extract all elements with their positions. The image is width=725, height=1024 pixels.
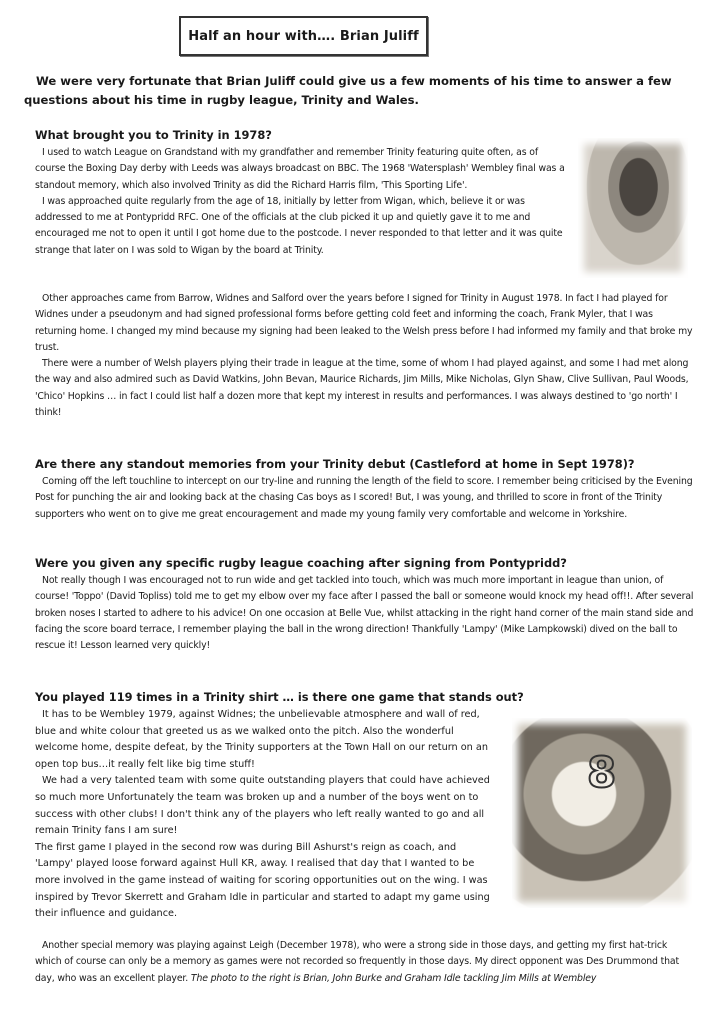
answer-4-part-b — [35, 938, 695, 987]
question-1: What brought you to Trinity in 1978? — [35, 128, 272, 142]
question-4: You played 119 times in a Trinity shirt … is there one game that stands out? — [35, 690, 524, 704]
title-box — [179, 16, 428, 56]
answer-paragraph: There were a number of Welsh players plying their trade in league at the time, some of whom I had played against, and some I had met along the way and also admired such as David Watkins, John Bevan, Maurice Richards, Jim Mills, Mike Nicholas, Glyn Shaw, Clive Sullivan, Paul Woods, 'Chico' Hopkins … in fact I could list half a dozen more that kept my interest in results and performances. I was always destined to 'go north' I think! — [35, 358, 689, 419]
intro-text: We were very fortunate that Brian Juliff could give us a few moments of his time to answer a few questions about his time in rugby league, Trinity and Wales. — [24, 74, 672, 107]
answer-3 — [35, 573, 695, 654]
photo-caption: The photo to the right is Brian, John Burke and Graham Idle tackling Jim Mills at Wembley — [190, 972, 597, 984]
question-3: Were you given any specific rugby league coaching after signing from Pontypridd? — [35, 556, 567, 570]
answer-paragraph: The first game I played in the second row was during Bill Ashurst's reign as coach, and 'Lampy' played loose forward against Hull KR, away. I realised that day that I wanted to be more involved in the game instead of waiting for scoring opportunities out on the wing. I was inspired by Trevor Skerrett and Graham Idle in particular and started to adapt my game using their influence and guidance. — [35, 841, 490, 920]
answer-paragraph: Not really though I was encouraged not to run wide and get tackled into touch, which was much more important in league than union, of course! 'Toppo' (David Topliss) told me to get my elbow over my face after I passed the ball or someone would knock my head off!!. After several broken noses I started to adhere to his advice! On one occasion at Belle Vue, whilst attacking in the right hand corner of the main stand side and facing the score board terrace, I remember playing the ball in the wrong direction! Thankfully 'Lampy' (Mike Lampkowski) dived on the ball to rescue it! Lesson learned very quickly! — [35, 575, 694, 652]
match-photo — [512, 718, 692, 908]
answer-1-part-a — [35, 145, 570, 259]
answer-1-part-b — [35, 291, 695, 421]
answer-paragraph: I used to watch League on Grandstand with my grandfather and remember Trinity featuring quite often, as of course the Boxing Day derby with Leeds was always broadcast on BBC. The 1968 'Watersplash' Wembley final was a standout memory, which also involved Trinity as did the Richard Harris film, 'This Sporting Life'. — [35, 147, 565, 191]
page-title: Half an hour with…. Brian Juliff — [188, 28, 419, 44]
answer-paragraph: I was approached quite regularly from the age of 18, initially by letter from Wigan, which, believe it or was addressed to me at Pontypridd RFC. One of the officials at the club picked it up and quietly gave it to me and encouraged me not to open it until I got home due to the postcode. I never responded to that letter and it was quite strange that later on I was sold to Wigan by the board at Trinity. — [35, 195, 563, 256]
answer-paragraph: We had a very talented team with some quite outstanding players that could have achieved so much more Unfortunately the team was broken up and a number of the boys went on to success with other clubs! I don't think any of the players who left really wanted to go and all remain Trinity fans I am sure! — [35, 775, 490, 837]
answer-paragraph: Coming off the left touchline to intercept on our try-line and running the length of the field to score. I remember being criticised by the Evening Post for punching the air and looking back at the chasing Cas boys as I scored! But, I was young, and thrilled to score in front of the Trinity supporters who went on to give me great encouragement and made my young family very comfortable and welcome in Yorkshire. — [35, 476, 693, 520]
question-2: Are there any standout memories from your Trinity debut (Castleford at home in Sept 1978)? — [35, 457, 635, 471]
answer-2 — [35, 474, 695, 523]
jersey-number: 8 — [587, 748, 617, 797]
answer-paragraph: Other approaches came from Barrow, Widnes and Salford over the years before I signed for Trinity in August 1978. In fact I had played for Widnes under a pseudonym and had signed professional forms before getting cold feet and informing the coach, Frank Myler, that I was returning home. I changed my mind because my signing had been leaked to the Welsh press before I had informed my family and that broke my trust. — [35, 293, 693, 353]
portrait-photo — [578, 138, 688, 278]
answer-paragraph: It has to be Wembley 1979, against Widnes; the unbelievable atmosphere and wall of red, blue and white colour that greeted us as we walked onto the pitch. Also the wonderful welcome home, despite defeat, by the Trinity supporters at the Town Hall on our return on an open top bus…it really felt like big time stuff! — [35, 709, 488, 770]
answer-4-part-a — [35, 707, 495, 923]
answer-paragraph: Another special memory was playing against Leigh (December 1978), who were a strong side in those days, and getting my first hat-trick which of course can only be a memory as games were not recorded so frequently in those days. My direct opponent was Des Drummond that day, who was an excellent player. — [35, 940, 680, 984]
